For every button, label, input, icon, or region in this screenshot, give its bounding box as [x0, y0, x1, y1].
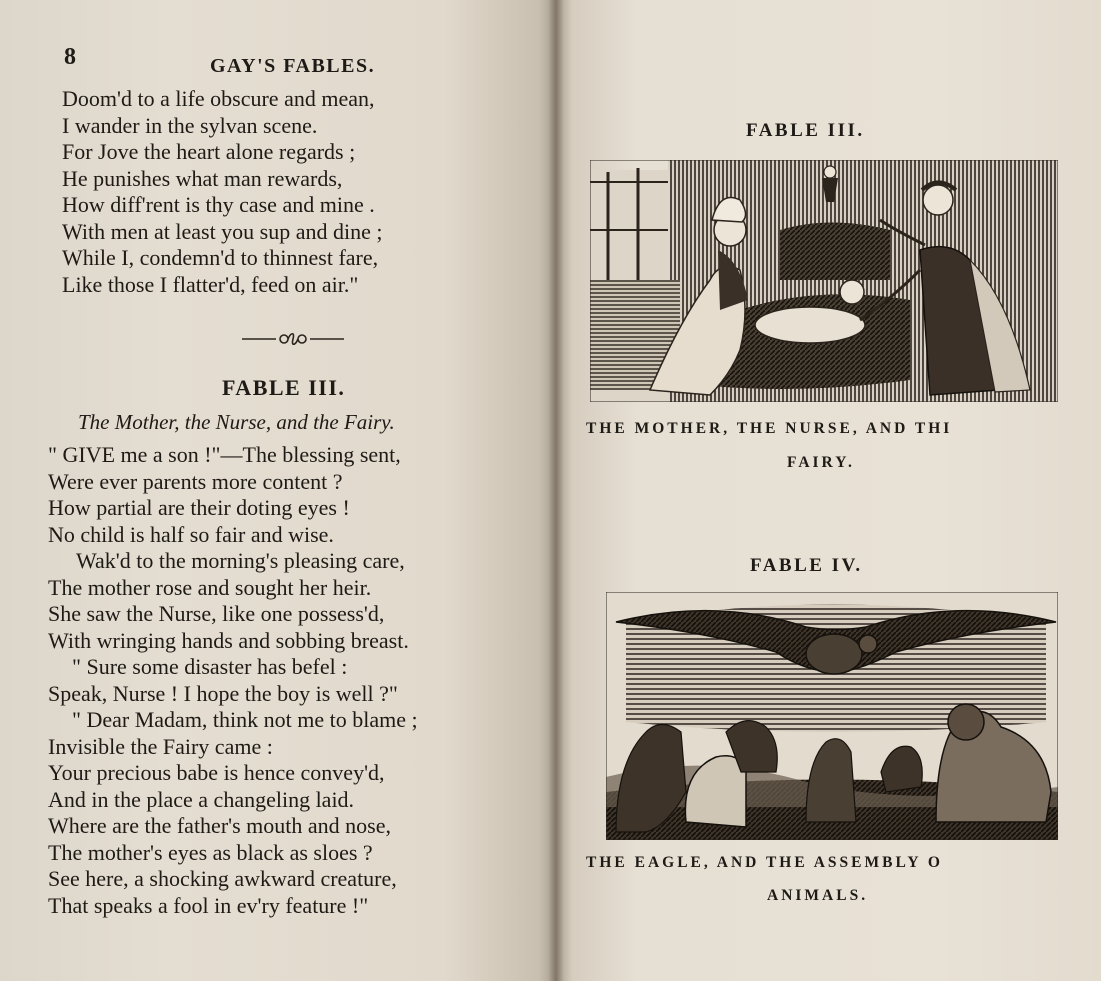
verse-line: Doom'd to a life obscure and mean,: [62, 86, 375, 111]
verse-line: " GIVE me a son !"—The blessing sent,: [48, 442, 401, 467]
verse-line: Invisible the Fairy came :: [48, 733, 273, 759]
verse-line: Wak'd to the morning's pleasing care,: [76, 548, 405, 573]
verse-line: That speaks a fool in ev'ry feature !": [48, 892, 369, 918]
page-number: 8: [64, 44, 76, 70]
ornament-divider-icon: [238, 328, 348, 350]
plate1-caption-line1: THE MOTHER, THE NURSE, AND THI: [586, 420, 953, 437]
plate2-caption-line2: ANIMALS.: [767, 887, 869, 904]
verse-line: With wringing hands and sobbing breast.: [48, 627, 409, 653]
verse-line: I wander in the sylvan scene.: [62, 112, 318, 138]
verse-line: No child is half so fair and wise.: [48, 521, 334, 547]
verse-line: Like those I flatter'd, feed on air.": [62, 271, 359, 297]
verse-line: Where are the father's mouth and nose,: [48, 813, 391, 838]
plate2-caption-line1: THE EAGLE, AND THE ASSEMBLY O: [586, 854, 943, 871]
verse-line: And in the place a changeling laid.: [48, 786, 355, 812]
verse-line: She saw the Nurse, like one possess'd,: [48, 601, 385, 626]
verse-line: He punishes what man rewards,: [62, 165, 343, 191]
verse-line: Speak, Nurse ! I hope the boy is well ?": [48, 680, 398, 706]
verse-line: The mother rose and sought her heir.: [48, 574, 372, 600]
fable-heading: FABLE III.: [222, 375, 346, 400]
verse-line: How diff'rent is thy case and mine .: [62, 192, 375, 217]
plate1-heading: FABLE III.: [746, 120, 865, 141]
verse-line: With men at least you sup and dine ;: [62, 218, 383, 244]
verse-line: How partial are their doting eyes !: [48, 495, 350, 520]
plate1-caption-line2: FAIRY.: [787, 454, 855, 471]
verse-fable: [48, 442, 528, 919]
running-head: GAY'S FABLES.: [210, 55, 376, 77]
plate2-heading: FABLE IV.: [750, 555, 863, 576]
verse-line: The mother's eyes as black as sloes ?: [48, 839, 373, 865]
verse-line: Were ever parents more content ?: [48, 468, 343, 494]
verse-top: [62, 86, 542, 298]
verse-line: " Dear Madam, think not me to blame ;: [72, 707, 418, 732]
fable-subtitle: The Mother, the Nurse, and the Fairy.: [78, 410, 395, 434]
verse-line: " Sure some disaster has befel :: [72, 654, 348, 679]
verse-line: See here, a shocking awkward creature,: [48, 866, 397, 891]
verse-line: While I, condemn'd to thinnest fare,: [62, 245, 379, 270]
verse-line: Your precious babe is hence convey'd,: [48, 760, 385, 785]
book-gutter: [548, 0, 564, 981]
engraving-mother-nurse-fairy: [590, 160, 1058, 402]
verse-line: For Jove the heart alone regards ;: [62, 139, 356, 164]
engraving-eagle-assembly: [606, 592, 1058, 840]
